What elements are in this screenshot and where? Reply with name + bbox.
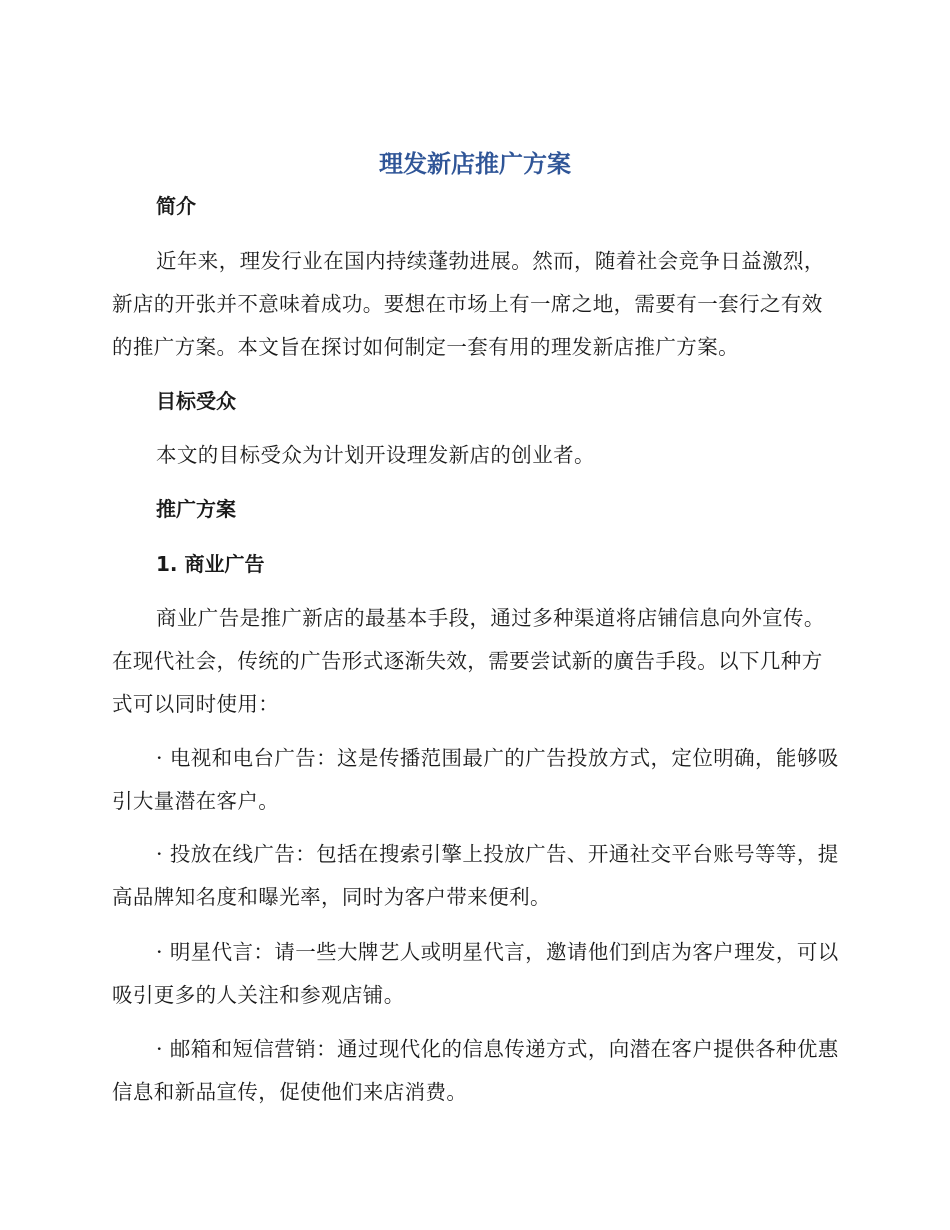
heading-intro: 简介 <box>156 194 196 218</box>
document-title: 理发新店推广方案 <box>379 150 571 178</box>
list-item: · 电视和电台广告：这是传播范围最广的广告投放方式，定位明确，能够吸引大量潜在客户。 <box>112 746 839 813</box>
heading-ads: 1. 商业广告 <box>156 552 265 576</box>
heading-audience: 目标受众 <box>156 389 236 413</box>
paragraph-audience: 本文的目标受众为计划开设理发新店的创业者。 <box>156 443 595 467</box>
list-item: · 明星代言：请一些大牌艺人或明星代言，邀请他们到店为客户理发，可以吸引更多的人关注和参观店铺。 <box>112 940 839 1007</box>
paragraph-ads: 商业广告是推广新店的最基本手段，通过多种渠道将店铺信息向外宣传。在现代社会，传统的广告形式逐渐失效，需要尝试新的廣告手段。以下几种方式可以同时使用： <box>112 606 825 716</box>
paragraph-intro: 近年来，理发行业在国内持续蓬勃进展。然而，随着社会竞争日益激烈，新店的开张并不意味着成功。要想在市场上有一席之地，需要有一套行之有效的推广方案。本文旨在探讨如何制定一套有用的理发新店推广方案。 <box>112 249 825 359</box>
list-item: · 邮箱和短信营销：通过现代化的信息传递方式，向潜在客户提供各种优惠信息和新品宣传，促使他们来店消费。 <box>112 1037 839 1104</box>
list-item: · 投放在线广告：包括在搜索引擎上投放广告、开通社交平台账号等等，提高品牌知名度和曝光率，同时为客户带来便利。 <box>112 842 839 909</box>
heading-plan: 推广方案 <box>156 497 236 521</box>
